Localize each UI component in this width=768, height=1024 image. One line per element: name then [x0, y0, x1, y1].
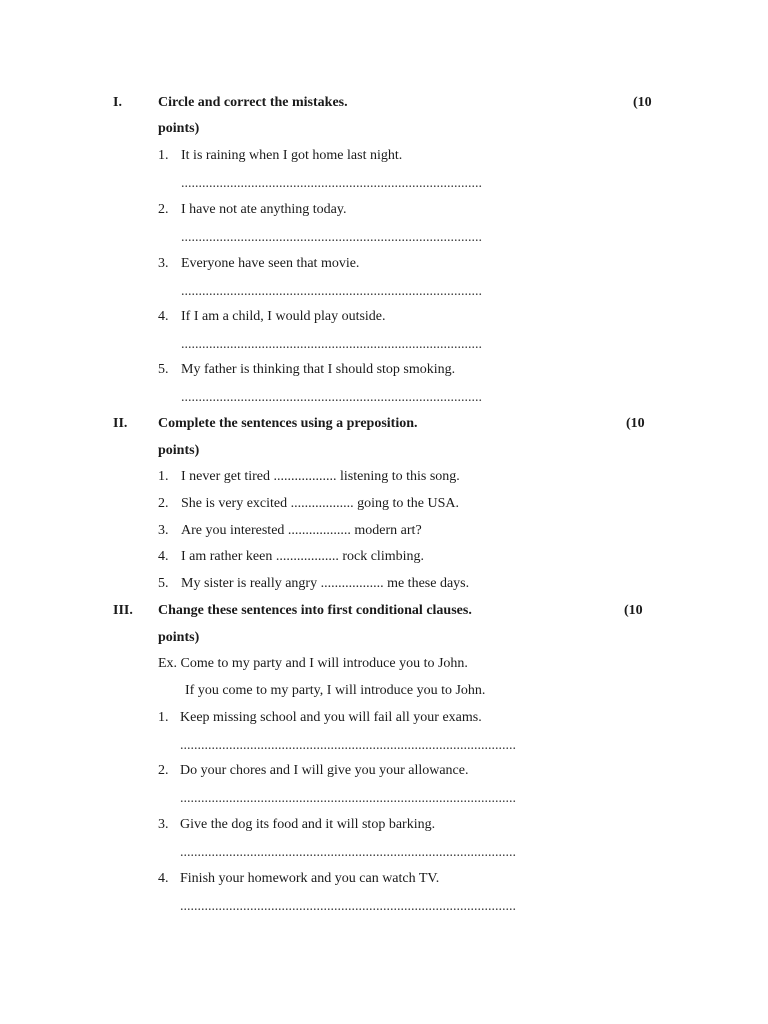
answer-line[interactable]: ......................................................................................: [181, 337, 482, 352]
fill-in-sentence[interactable]: I am rather keen .................. rock climbing.: [181, 549, 424, 564]
section-1-title: Circle and correct the mistakes.: [158, 95, 348, 110]
section-1-points-close: points): [158, 121, 200, 136]
section-1-numeral: I.: [113, 95, 122, 110]
item-number: 5.: [158, 362, 169, 377]
item-text: I have not ate anything today.: [181, 202, 347, 217]
item-number: 5.: [158, 576, 169, 591]
item-text: Everyone have seen that movie.: [181, 256, 360, 271]
item-text: It is raining when I got home last night.: [181, 148, 403, 163]
item-number: 1.: [158, 710, 169, 725]
answer-line[interactable]: ................................................................................................: [180, 899, 516, 914]
section-3-numeral: III.: [113, 603, 133, 618]
example-answer: If you come to my party, I will introduce you to John.: [185, 683, 486, 698]
fill-in-sentence[interactable]: Are you interested .................. modern art?: [181, 523, 422, 538]
fill-in-sentence[interactable]: I never get tired .................. listening to this song.: [181, 469, 460, 484]
item-text: Do your chores and I will give you your allowance.: [180, 763, 469, 778]
item-number: 1.: [158, 148, 169, 163]
item-text: Finish your homework and you can watch TV.: [180, 871, 440, 886]
answer-line[interactable]: ......................................................................................: [181, 390, 482, 405]
section-2-numeral: II.: [113, 416, 128, 431]
answer-line[interactable]: ................................................................................................: [180, 845, 516, 860]
section-3-points-open: (10: [624, 603, 643, 618]
example-sentence: Ex. Come to my party and I will introduce you to John.: [158, 656, 468, 671]
answer-line[interactable]: ......................................................................................: [181, 284, 482, 299]
answer-line[interactable]: ................................................................................................: [180, 738, 516, 753]
item-number: 4.: [158, 309, 169, 324]
item-text: Keep missing school and you will fail all your exams.: [180, 710, 482, 725]
item-text: Give the dog its food and it will stop barking.: [180, 817, 436, 832]
item-number: 3.: [158, 817, 169, 832]
item-number: 4.: [158, 549, 169, 564]
item-number: 3.: [158, 523, 169, 538]
fill-in-sentence[interactable]: She is very excited .................. going to the USA.: [181, 496, 460, 511]
section-2-points-close: points): [158, 443, 200, 458]
item-number: 2.: [158, 763, 169, 778]
item-number: 3.: [158, 256, 169, 271]
section-3-title: Change these sentences into first conditional clauses.: [158, 603, 472, 618]
answer-line[interactable]: ......................................................................................: [181, 176, 482, 191]
item-number: 4.: [158, 871, 169, 886]
section-3-points-close: points): [158, 630, 200, 645]
section-2-points-open: (10: [626, 416, 645, 431]
answer-line[interactable]: ......................................................................................: [181, 230, 482, 245]
item-number: 1.: [158, 469, 169, 484]
item-number: 2.: [158, 496, 169, 511]
item-text: If I am a child, I would play outside.: [181, 309, 386, 324]
fill-in-sentence[interactable]: My sister is really angry .................. me these days.: [181, 576, 470, 591]
item-number: 2.: [158, 202, 169, 217]
item-text: My father is thinking that I should stop smoking.: [181, 362, 456, 377]
section-1-points-open: (10: [633, 95, 652, 110]
answer-line[interactable]: ................................................................................................: [180, 791, 516, 806]
section-2-title: Complete the sentences using a preposition.: [158, 416, 418, 431]
